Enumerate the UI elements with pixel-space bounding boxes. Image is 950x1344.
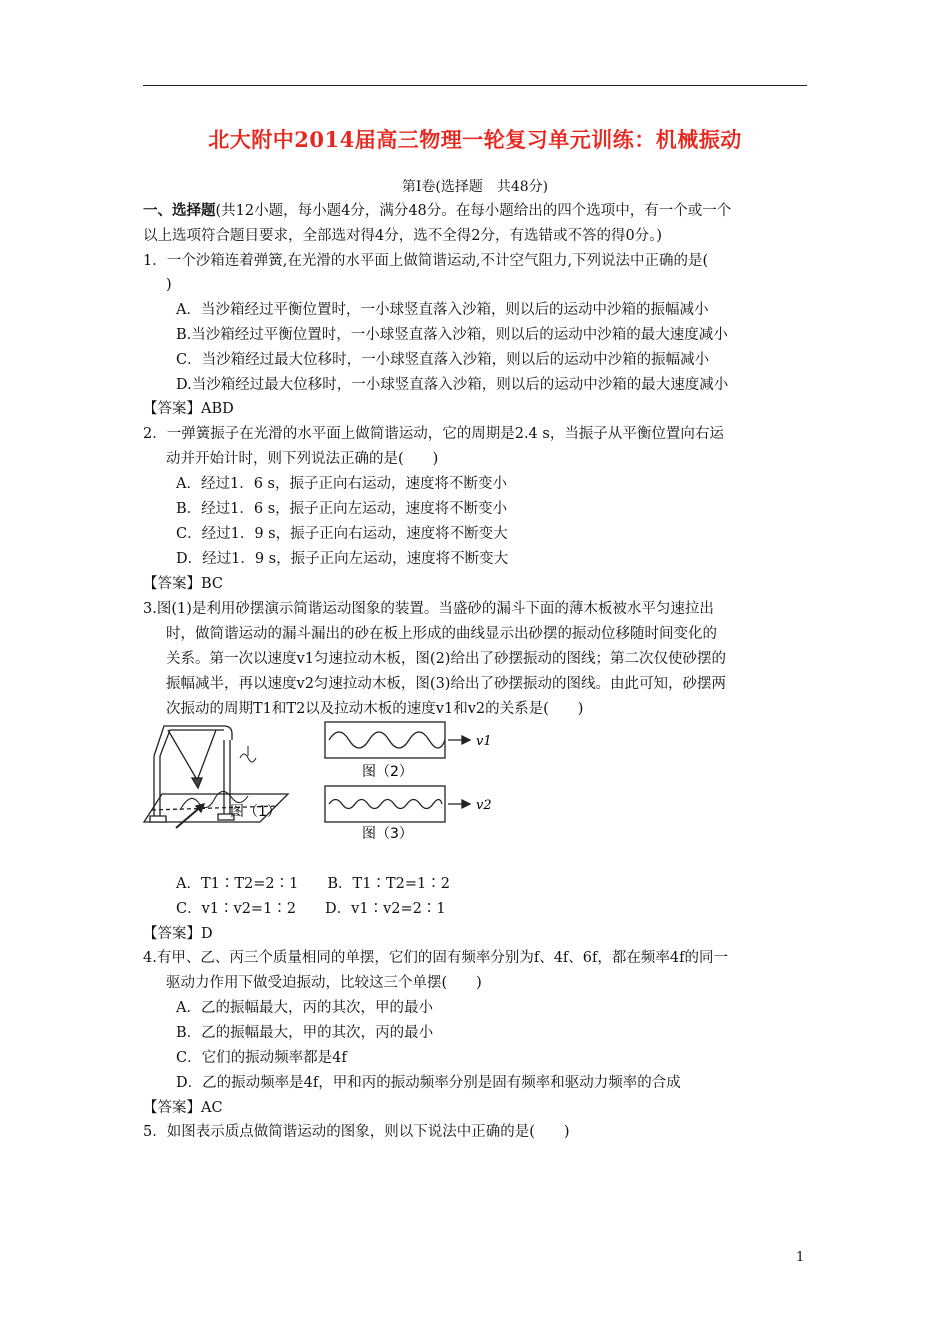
v2-label: v2 bbox=[476, 798, 492, 813]
section-desc-1: (共12小题，每小题4分，满分48分。在每小题给出的四个选项中，有一个或一个 bbox=[215, 203, 732, 219]
q1-option-c: C．当沙箱经过最大位移时，一小球竖直落入沙箱，则以后的运动中沙箱的振幅减小 bbox=[176, 352, 710, 368]
q1-option-d: D.当沙箱经过最大位移时，一小球竖直落入沙箱，则以后的运动中沙箱的最大速度减小 bbox=[176, 377, 729, 393]
q3-figure bbox=[140, 718, 520, 848]
v1-label: v1 bbox=[476, 734, 492, 749]
q5-stem-1: 5．如图表示质点做简谐运动的图象，则以下说法中正确的是( ) bbox=[143, 1124, 570, 1140]
q3-stem-2: 时，做简谐运动的漏斗漏出的砂在板上形成的曲线显示出砂摆的振动位移随时间变化的 bbox=[166, 626, 717, 642]
page-number: 1 bbox=[796, 1250, 805, 1265]
q3-stem-3: 关系。第一次以速度v1匀速拉动木板，图(2)给出了砂摆振动的图线；第二次仅使砂摆的 bbox=[166, 651, 726, 667]
q4-stem-1: 4.有甲、乙、丙三个质量相同的单摆，它们的固有频率分别为f、4f、6f，都在频率4f的同一 bbox=[143, 950, 728, 966]
q1-option-a: A．当沙箱经过平衡位置时，一小球竖直落入沙箱，则以后的运动中沙箱的振幅减小 bbox=[176, 302, 709, 318]
q2-option-a: A．经过1．6 s，振子正向右运动，速度将不断变小 bbox=[176, 476, 507, 492]
q2-option-d: D．经过1．9 s，振子正向左运动，速度将不断变大 bbox=[176, 551, 509, 567]
fig2-label: 图（2） bbox=[362, 764, 413, 780]
q4-option-d: D．乙的振动频率是4f，甲和丙的振动频率分别是固有频率和驱动力频率的合成 bbox=[176, 1075, 681, 1091]
section-intro bbox=[143, 201, 731, 221]
section-desc-2: 以上选项符合题目要求，全部选对得4分，选不全得2分，有选错或不答的得0分。) bbox=[143, 228, 663, 244]
q1-answer: 【答案】ABD bbox=[143, 401, 234, 417]
q3-options-ab: A．T1∶T2=2∶1 B．T1∶T2=1∶2 bbox=[176, 876, 450, 892]
q3-stem-1: 3.图(1)是利用砂摆演示简谐运动图象的装置。当盛砂的漏斗下面的薄木板被水平匀速拉出 bbox=[143, 601, 714, 617]
q3-stem-4: 振幅减半，再以速度v2匀速拉动木板，图(3)给出了砂摆振动的图线。由此可知，砂摆两 bbox=[166, 676, 726, 692]
section-head: 一、选择题 bbox=[143, 202, 216, 219]
q4-option-a: A．乙的振幅最大，丙的其次，甲的最小 bbox=[176, 1000, 433, 1016]
fig3-trace-box bbox=[325, 786, 470, 822]
q2-option-b: B．经过1．6 s，振子正向左运动，速度将不断变小 bbox=[176, 501, 508, 517]
fig2-trace-box bbox=[325, 722, 470, 758]
q3-stem-5: 次振动的周期T1和T2以及拉动木板的速度v1和v2的关系是( ) bbox=[166, 701, 584, 717]
q1-stem-1: 1．一个沙箱连着弹簧,在光滑的水平面上做简谐运动,不计空气阻力,下列说法中正确的是( bbox=[143, 253, 709, 269]
q4-option-b: B．乙的振幅最大，甲的其次，丙的最小 bbox=[176, 1025, 434, 1041]
fig3-label: 图（3） bbox=[362, 826, 413, 842]
page-title: 北大附中2014届高三物理一轮复习单元训练：机械振动 bbox=[208, 127, 742, 152]
q2-answer: 【答案】BC bbox=[143, 576, 224, 592]
q2-stem-2: 动并开始计时，则下列说法正确的是( ) bbox=[166, 451, 439, 467]
q2-option-c: C．经过1．9 s，振子正向右运动，速度将不断变大 bbox=[176, 526, 508, 542]
q4-option-c: C．它们的振动频率都是4f bbox=[176, 1050, 347, 1066]
q4-stem-2: 驱动力作用下做受迫振动，比较这三个单摆( ) bbox=[166, 975, 482, 991]
q1-option-b: B.当沙箱经过平衡位置时，一小球竖直落入沙箱，则以后的运动中沙箱的最大速度减小 bbox=[176, 327, 728, 343]
q2-stem-1: 2．一弹簧振子在光滑的水平面上做简谐运动，它的周期是2.4 s，当振子从平衡位置向右运 bbox=[143, 426, 724, 442]
q4-answer: 【答案】AC bbox=[143, 1100, 223, 1116]
section-subtitle: 第Ⅰ卷(选择题 共48分) bbox=[401, 179, 549, 195]
q3-options-cd: C．v1∶v2=1∶2 D．v1∶v2=2∶1 bbox=[176, 901, 446, 917]
header-rule bbox=[143, 85, 807, 86]
fig1-label: 图（1） bbox=[230, 804, 281, 820]
q3-answer: 【答案】D bbox=[143, 926, 213, 942]
q1-stem-2: ) bbox=[166, 277, 172, 293]
